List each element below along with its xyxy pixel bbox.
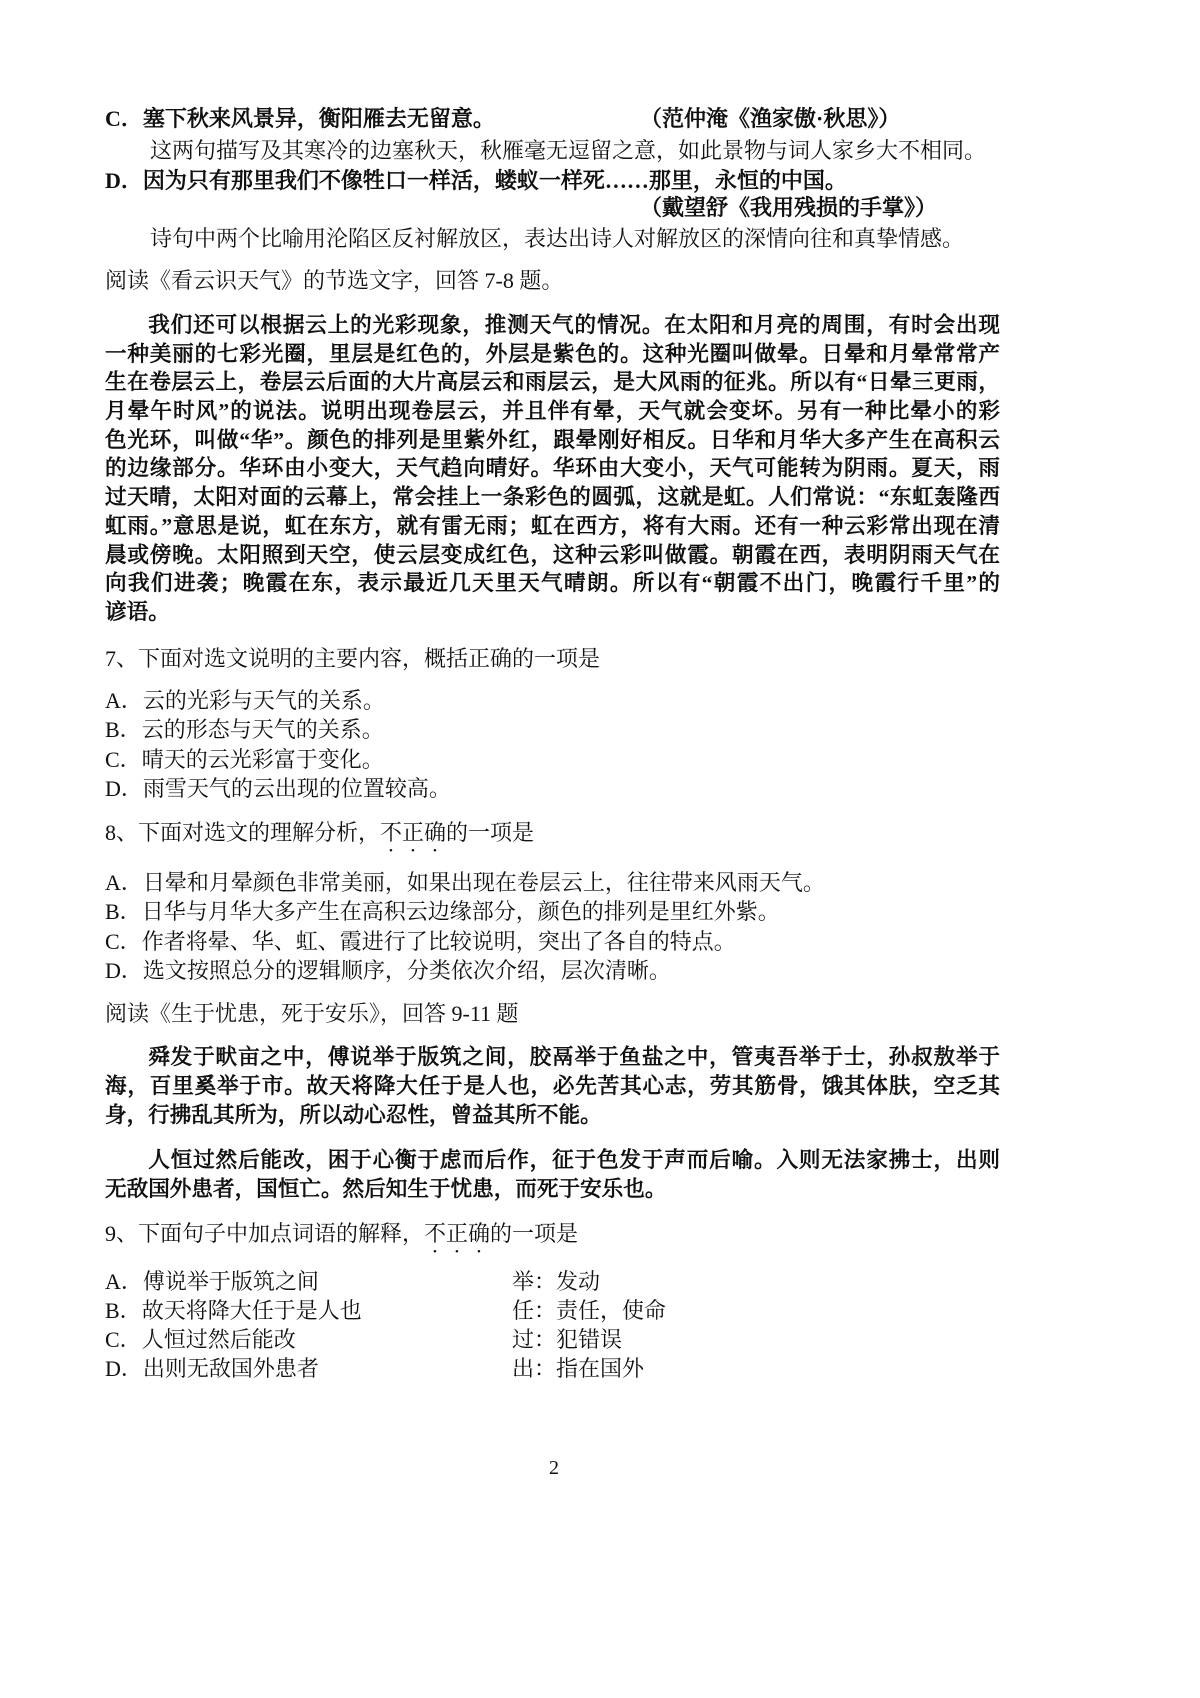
question-9-stem xyxy=(105,1219,578,1258)
question-9-option-a xyxy=(105,1267,1000,1296)
option-label: D． xyxy=(105,775,143,801)
reading-2-instruction: 阅读《生于忧患，死于安乐》，回答 9-11 题 xyxy=(105,1001,519,1026)
question-9-options xyxy=(105,1267,1000,1383)
passage-line: 人恒过然后能改，困于心衡于虑而后作，征于色发于声而后喻。入则无法家拂士，出则 xyxy=(148,1148,1000,1172)
option-c-source: （范仲淹《渔家傲·秋思》） xyxy=(640,106,901,131)
passage-line: 我们还可以根据云上的光彩现象，推测天气的情况。在太阳和月亮的周围，有时会出现 xyxy=(148,313,1000,337)
option-text: 因为只有那里我们不像牲口一样活，蝼蚁一样死……那里，永恒的中国。 xyxy=(142,168,847,193)
option-label: B． xyxy=(105,717,142,743)
option-text: 日华与月华大多产生在高积云边缘部分，颜色的排列是里红外紫。 xyxy=(141,899,780,925)
stem-emphasis: 不正确 xyxy=(380,820,447,845)
option-label: B． xyxy=(105,1298,142,1323)
option-label: D． xyxy=(105,957,143,983)
passage-line: 身，行拂乱其所为，所以动心忍性，曾益其所不能。 xyxy=(105,1103,602,1127)
question-9-option-b xyxy=(105,1296,1000,1325)
page-number: 2 xyxy=(549,1457,559,1479)
option-sentence: 人恒过然后能改 xyxy=(141,1327,296,1352)
option-label: C． xyxy=(105,1327,142,1352)
option-text: 选文按照总分的逻辑顺序，分类依次介绍，层次清晰。 xyxy=(142,957,671,983)
passage-line: 无敌国外患者，国恒亡。然后知生于忧患，而死于安乐也。 xyxy=(105,1177,667,1201)
option-label: D． xyxy=(105,168,143,193)
option-label: C． xyxy=(105,746,142,772)
question-7-option-c xyxy=(105,745,1000,774)
option-text: 日晕和月晕颜色非常美丽，如果出现在卷层云上，往往带来风雨天气。 xyxy=(142,870,825,895)
option-d-analysis: 诗句中两个比喻用沦陷区反衬解放区，表达出诗人对解放区的深情向往和真挚情感。 xyxy=(150,226,965,251)
passage-line: 海，百里奚举于市。故天将降大任于是人也，必先苦其心志，劳其筋骨，饿其体肤，空乏其 xyxy=(105,1074,1000,1098)
option-text: 晴天的云光彩富于变化。 xyxy=(141,746,384,772)
option-d-line xyxy=(105,166,847,195)
option-label: A． xyxy=(105,870,143,895)
passage-line: 向我们进袭；晚霞在东，表示最近几天里天气晴朗。所以有“朝霞不出门，晚霞行千里”的 xyxy=(105,571,1000,596)
question-9-option-c xyxy=(105,1325,1000,1354)
option-c-analysis: 这两句描写及其寒冷的边塞秋天，秋雁毫无逗留之意，如此景物与词人家乡大不相同。 xyxy=(150,138,987,163)
stem-text: 的一项是 xyxy=(446,820,535,845)
question-8-stem xyxy=(105,818,534,857)
question-7-stem: 7、下面对选文说明的主要内容，概括正确的一项是 xyxy=(105,646,601,671)
passage-line: 月晕午时风”的说法。说明出现卷层云，并且伴有晕，天气就会变坏。另有一种比晕小的彩 xyxy=(105,399,1000,424)
option-text: 作者将晕、华、虹、霞进行了比较说明，突出了各自的特点。 xyxy=(141,928,736,954)
reading-2-paragraph-2 xyxy=(105,1146,1000,1204)
passage-line: 舜发于畎亩之中，傅说举于版筑之间，胶鬲举于鱼盐之中，管夷吾举于士，孙叔敖举于 xyxy=(148,1045,1000,1069)
option-label: C． xyxy=(105,928,142,954)
passage-line: 的边缘部分。华环由小变大，天气趋向晴好。华环由大变小，天气可能转为阴雨。夏天，雨 xyxy=(105,456,1000,481)
option-c-line xyxy=(105,104,495,133)
passage-line: 虹雨。”意思是说，虹在东方，就有雷无雨；虹在西方，将有大雨。还有一种云彩常出现在清 xyxy=(105,513,1000,538)
reading-1-passage xyxy=(105,311,1000,627)
option-text: 云的形态与天气的关系。 xyxy=(141,717,384,743)
question-8-option-d xyxy=(105,956,1000,985)
question-8-option-a xyxy=(105,868,1000,897)
question-8-option-b xyxy=(105,897,1000,926)
option-label: D． xyxy=(105,1356,143,1381)
option-sentence: 傅说举于版筑之间 xyxy=(142,1269,319,1294)
option-explanation: 出：指在国外 xyxy=(512,1356,645,1381)
passage-line: 谚语。 xyxy=(105,599,170,624)
option-d-source: （戴望舒《我用残损的手掌》） xyxy=(640,195,938,220)
option-sentence: 出则无敌国外患者 xyxy=(142,1356,319,1381)
stem-emphasis: 不正确 xyxy=(424,1221,491,1246)
reading-1-instruction: 阅读《看云识天气》的节选文字，回答 7-8 题。 xyxy=(105,268,564,293)
question-7-options xyxy=(105,686,1000,803)
option-text: 雨雪天气的云出现的位置较高。 xyxy=(142,775,451,801)
question-7-option-d xyxy=(105,774,1000,803)
passage-line: 过天晴，太阳对面的云幕上，常会挂上一条彩色的圆弧，这就是虹。人们常说：“东虹轰隆西 xyxy=(105,485,1000,510)
option-explanation: 任：责任，使命 xyxy=(512,1298,667,1323)
passage-line: 晨或傍晚。太阳照到天空，使云层变成红色，这种云彩叫做霞。朝霞在西，表明阴雨天气在 xyxy=(105,542,1000,567)
option-label: A． xyxy=(105,688,143,713)
option-label: C． xyxy=(105,106,143,131)
option-text: 塞下秋来风景异，衡阳雁去无留意。 xyxy=(142,106,495,131)
option-explanation: 过：犯错误 xyxy=(512,1327,623,1352)
question-7-option-b xyxy=(105,715,1000,744)
option-sentence: 故天将降大任于是人也 xyxy=(141,1298,362,1323)
reading-2-paragraph-1 xyxy=(105,1043,1000,1130)
stem-text: 9、下面句子中加点词语的解释， xyxy=(105,1221,425,1246)
question-8-option-c xyxy=(105,927,1000,956)
option-label: A． xyxy=(105,1269,143,1294)
stem-text: 8、下面对选文的理解分析， xyxy=(105,820,381,845)
option-text: 云的光彩与天气的关系。 xyxy=(142,688,385,713)
option-label: B． xyxy=(105,899,142,925)
passage-line: 一种美丽的七彩光圈，里层是红色的，外层是紫色的。这种光圈叫做晕。日晕和月晕常常产 xyxy=(105,341,1000,366)
stem-text: 的一项是 xyxy=(490,1221,579,1246)
passage-line: 生在卷层云上，卷层云后面的大片高层云和雨层云，是大风雨的征兆。所以有“日晕三更雨， xyxy=(105,370,1000,395)
question-7-option-a xyxy=(105,686,1000,715)
question-8-options xyxy=(105,868,1000,985)
option-explanation: 举：发动 xyxy=(512,1269,601,1294)
passage-line: 色光环，叫做“华”。颜色的排列是里紫外红，跟晕刚好相反。日华和月华大多产生在高积云 xyxy=(105,427,1000,452)
question-9-option-d xyxy=(105,1354,1000,1383)
